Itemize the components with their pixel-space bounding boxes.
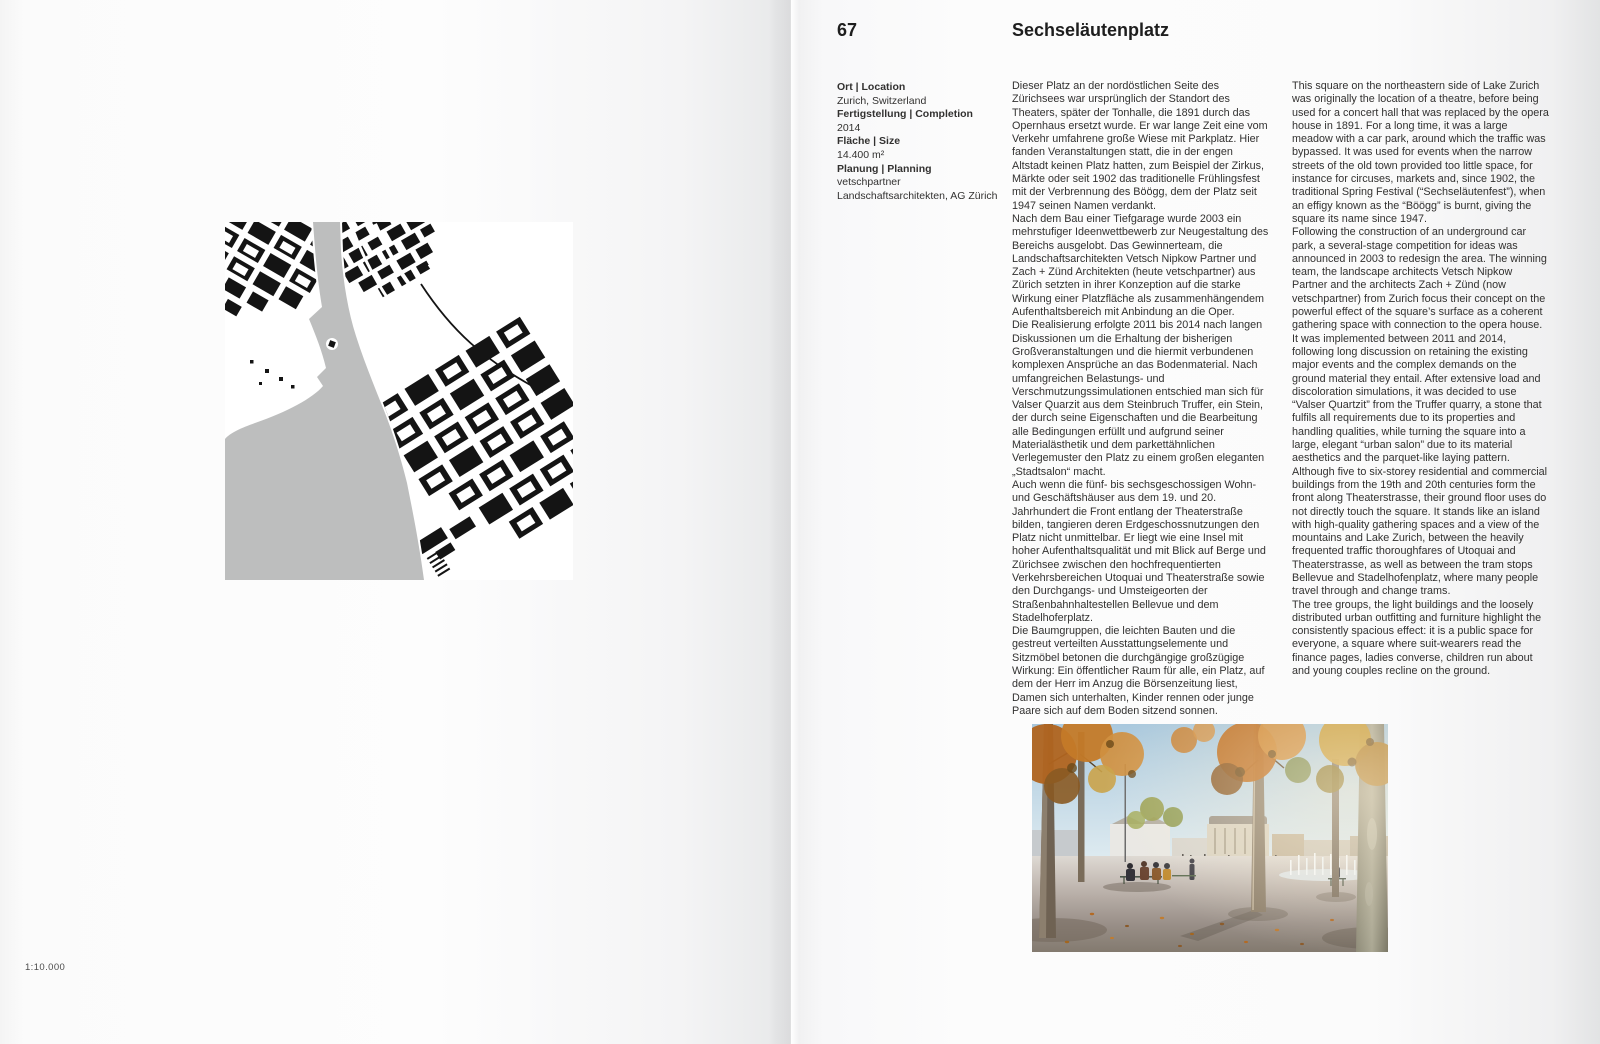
german-paragraph-1: Dieser Platz an der nordöstlichen Seite des Zürichsees war ursprünglich der Standort des Theaters, später der Tonhalle, die 1891 durch das Opernhaus ersetzt wurde. Er war lange Zeit eine vom Verkehr umfahrene große Wiese mit Parkplatz. Hier fanden Veranstaltungen statt, die in der engen Altstadt keinen Platz hatten, zum Beispiel der Zirkus, Märkte oder seit 1902 das traditionelle Frühlingsfest mit der Verbrennung des Böögg, dem der Platz seit 1947 seinen Namen verdankt. (1012, 80, 1268, 212)
meta-value-completion: 2014 (837, 121, 861, 134)
text-column-german (1012, 80, 1269, 718)
meta-label-planning: Planung | Planning (837, 162, 932, 175)
meta-label-completion: Fertigstellung | Completion (837, 108, 973, 121)
text-column-english (1292, 80, 1549, 678)
figure-ground-map-svg (225, 222, 573, 580)
meta-value-planning: vetschpartner Landschaftsarchitekten, AG Zürich (837, 176, 998, 202)
page-left (0, 0, 791, 1044)
meta-label-size: Fläche | Size (837, 135, 901, 148)
page-right (791, 0, 1600, 1044)
meta-label-location: Ort | Location (837, 81, 906, 93)
project-meta (837, 81, 1002, 203)
german-paragraph-3: Die Realisierung erfolgte 2011 bis 2014 nach langen Diskussionen um die Erhaltung der bisherigen Großveranstaltungen und die hiermit verbundenen komplexen Ansprüche an das Bodenmaterial. Nach umfangreichen Belastungs- und Verschmutzungssimulationen entschied man sich für Valser Quarzit aus dem Steinbruch Truffer, ein Stein, der durch seine Eigenschaften und die Bearbeitung alle Bedingungen erfüllt und aufgrund seiner Materialästhetik und dem parkettähnlichen Verlegemuster den Platz zu einem großen eleganten „Stadtsalon“ macht. (1012, 319, 1265, 478)
english-paragraph-3: It was implemented between 2011 and 2014, following long discussion on retaining the existing major events and the complex demands on the ground material they entail. After extensive load and discoloration simulations, it was decided to use “Valser Quartzit” from the Truffer quarry, a stone that fulfils all requirements due to its properties and handling qualities, while turning the square into a large, elegant “urban salon” due to its material aesthetics and the parquet-like laying pattern. (1292, 332, 1542, 465)
english-paragraph-4: Although five to six-storey residential and commercial buildings from the 19th and 20th centuries form the front along Theaterstrasse, their ground floor uses do not directly touch the square. It stands like an island with high-quality gathering spaces and a view of the mountains and Lake Zurich, between the heavily frequented traffic thoroughfares of Utoquai and Theaterstrasse, as well as between the tram stops Bellevue and Stadelhofenplatz, where many people travel through and change trams. (1292, 465, 1548, 598)
english-paragraph-1: This square on the northeastern side of Lake Zurich was originally the location of a theatre, before being used for a concert hall that was replaced by the opera house in 1891. For a long time, it was a large meadow with a car park, around which the traffic was bypassed. It was used for events when the narrow streets of the old town provided too little space, for instance for circuses, markets and, since 1902, the traditional Spring Festival (“Sechseläutenfest”), when an effigy known as the “Böögg” is burnt, giving the square its name since 1947. (1292, 80, 1549, 225)
photo-warm-light (1032, 724, 1388, 952)
page-title: Sechseläutenplatz (1012, 20, 1170, 40)
english-paragraph-5: The tree groups, the light buildings and the loosely distributed urban outfitting and furniture highlight the consistently spacious effect: it is a public space for everyone, a square where suit-wearers read the finance pages, ladies converse, children run about and young couples recline on the ground. (1292, 598, 1542, 678)
german-paragraph-5: Die Baumgruppen, die leichten Bauten und die gestreut verteilten Ausstattungselemente und Sitzmöbel betonen die durchgängige großzügige Wirkung: Ein öffentlicher Raum für alle, ein Platz, auf dem der Herr im Anzug die Börsenzeitung liest, Damen sich unterhalten, Kinder rennen oder junge Paare sich auf dem Boden sitzend sonnen. (1012, 625, 1265, 717)
english-paragraph-2: Following the construction of an underground car park, a several-stage competition for ideas was announced in 2003 to redesign the area. The winning team, the landscape architects Vetsch Nipkow Partner and the architects Zach + Zünd (now vetschpartner) from Zurich focus their concept on the powerful effect of the square’s surface as a coherent gathering space with connection to the opera house. (1292, 226, 1547, 332)
figure-ground-map (225, 222, 573, 580)
german-paragraph-2: Nach dem Bau einer Tiefgarage wurde 2003 ein mehrstufiger Ideenwettbewerb zur Neugestaltung des Bereichs ausgelobt. Das Gewinnerteam, die Landschaftsarchitekten Vetsch Nipkow Partner und Zach + Zünd Architekten (heute vetschpartner) aus Zürich setzten in ihrer Konzeption auf die starke Wirkung einer Platzfläche als zusammenhängendem Aufenthaltsbereich mit Anbindung an die Oper. (1012, 212, 1269, 319)
square-photo-svg (1032, 724, 1388, 952)
square-photo (1032, 724, 1388, 952)
page-number: 67 (837, 20, 858, 40)
meta-value-location: Zurich, Switzerland (837, 94, 927, 107)
german-paragraph-4: Auch wenn die fünf- bis sechsgeschossigen Wohn- und Geschäftshäuser aus dem 19. und 20. Jahrhundert die Front entlang der Theaterstraße bilden, tangieren deren Erdgeschossnutzungen den Platz nicht unmittelbar. Er liegt wie eine Insel mit hoher Aufenthaltsqualität und mit Blick auf Berge und Zürichsee zwischen den hochfrequentierten Verkehrsbereichen Utoquai und Theaterstraße sowie den Durchgangs- und Umsteigeorten der Straßenbahnhaltestellen Bellevue und dem Stadelhoferplatz. (1012, 478, 1266, 624)
map-scale-label: 1:10.000 (25, 962, 66, 973)
meta-value-size: 14.400 m² (837, 148, 885, 161)
